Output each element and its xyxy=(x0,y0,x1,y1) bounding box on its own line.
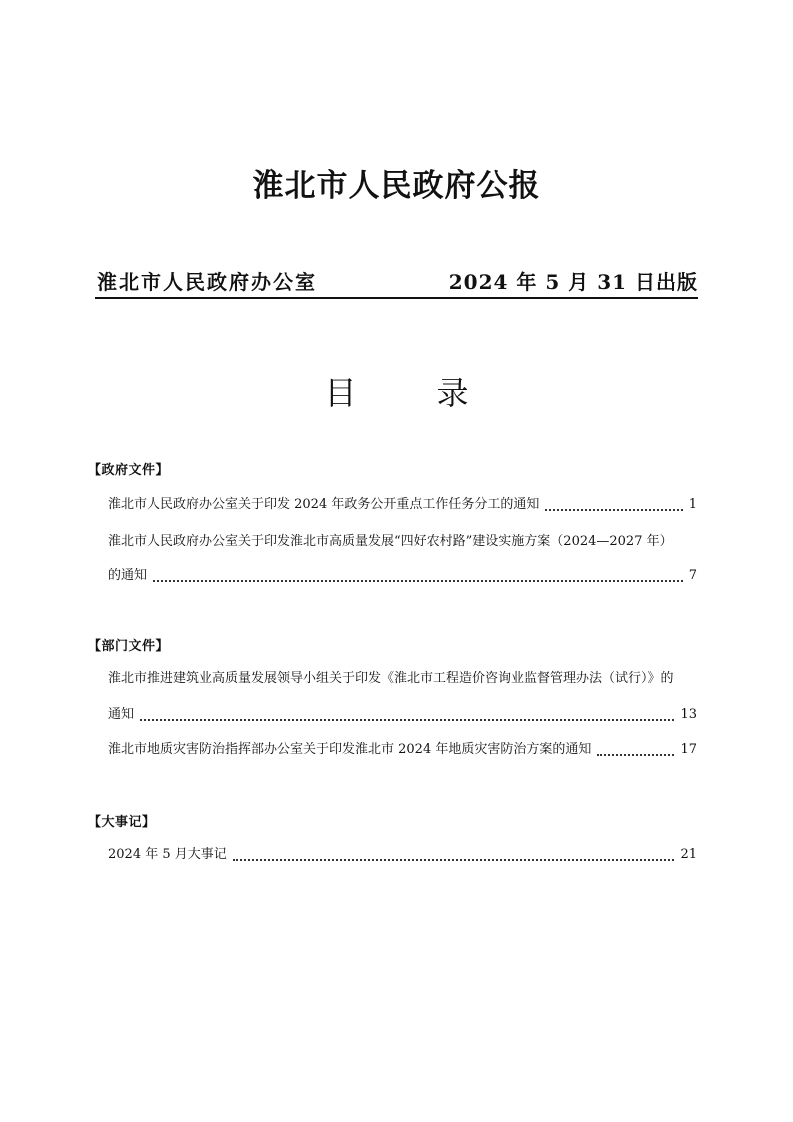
section-label-department: 【部门文件】 xyxy=(88,639,170,654)
toc-entry-title: 淮北市推进建筑业高质量发展领导小组关于印发《淮北市工程造价咨询业监督管理办法（试行）》的 xyxy=(108,671,674,686)
toc-entry[interactable] xyxy=(108,496,697,514)
toc-entry-title: 淮北市地质灾害防治指挥部办公室关于印发淮北市 2024 年地质灾害防治方案的通知 xyxy=(108,742,592,757)
toc-entry-continued[interactable] xyxy=(108,706,697,724)
toc-entry[interactable] xyxy=(108,670,697,688)
toc-heading-char-1: 目 xyxy=(324,374,357,412)
publisher-name: 淮北市人民政府办公室 xyxy=(97,270,317,294)
toc-heading xyxy=(0,368,793,414)
dot-leader xyxy=(545,509,682,511)
toc-heading-char-2: 录 xyxy=(436,374,469,412)
toc-entry[interactable] xyxy=(108,533,697,551)
toc-entry-title: 2024 年 5 月大事记 xyxy=(108,847,227,862)
toc-entry-title: 淮北市人民政府办公室关于印发淮北市高质量发展“四好农村路”建设实施方案（2024—2027 年） xyxy=(108,534,673,549)
dot-leader xyxy=(153,580,683,582)
toc-entry-title-cont: 通知 xyxy=(108,707,135,722)
section-label-government: 【政府文件】 xyxy=(88,463,170,478)
toc-entry-page: 13 xyxy=(680,707,697,722)
toc-entry-page: 7 xyxy=(688,568,697,583)
dot-leader xyxy=(233,859,675,861)
bulletin-title: 淮北市人民政府公报 xyxy=(252,168,541,204)
toc-entry[interactable] xyxy=(108,846,697,864)
dot-leader xyxy=(140,719,674,721)
toc-entry-page: 17 xyxy=(680,742,697,757)
toc-entry-page: 21 xyxy=(680,847,697,862)
publish-date: 2024 年 5 月 31 日出版 xyxy=(448,270,698,294)
toc-entry-title-cont: 的通知 xyxy=(108,568,148,583)
dot-leader xyxy=(597,754,674,756)
header-rule xyxy=(95,297,698,299)
toc-entry-page: 1 xyxy=(688,497,697,512)
toc-entry-continued[interactable] xyxy=(108,567,697,585)
toc-entry-title: 淮北市人民政府办公室关于印发 2024 年政务公开重点工作任务分工的通知 xyxy=(108,497,540,512)
section-label-events: 【大事记】 xyxy=(88,815,156,830)
toc-entry[interactable] xyxy=(108,741,697,759)
